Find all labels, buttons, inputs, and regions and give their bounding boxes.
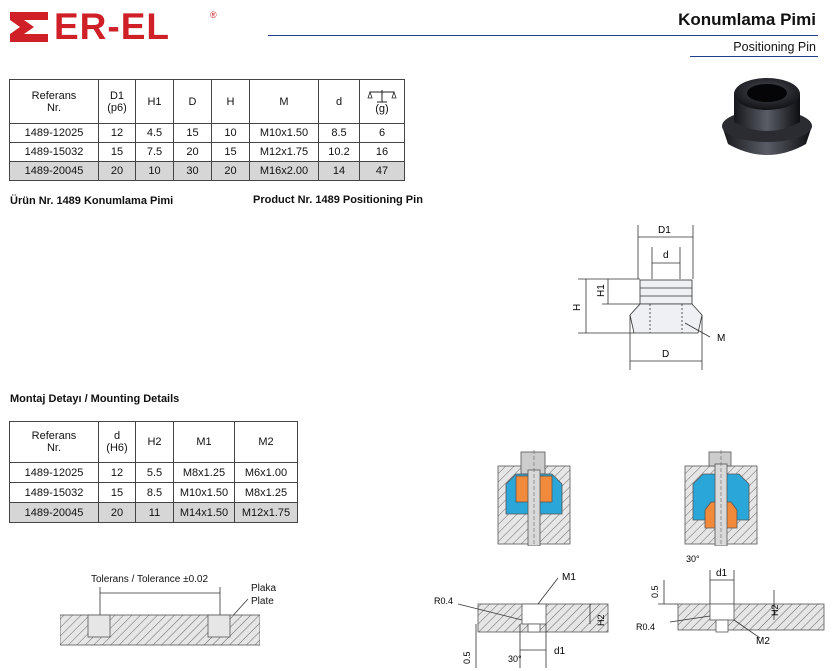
table-header-row: [10, 80, 405, 124]
cell: M8x1.25: [235, 483, 298, 503]
header-cell: M1: [174, 422, 235, 463]
mounting-drawing-1: [496, 450, 572, 546]
product-caption-tr: Ürün Nr. 1489 Konumlama Pimi: [10, 195, 174, 207]
detail-drawing-1: [430, 570, 610, 670]
cell: 5.5: [136, 463, 174, 483]
brand-logo: [8, 6, 223, 46]
label-M1: M1: [562, 572, 576, 583]
cell: 1489-20045: [10, 162, 99, 181]
cell: 8.5: [319, 124, 360, 143]
header-cell: M2: [235, 422, 298, 463]
label-30b: 30°: [686, 554, 700, 564]
label-30: 30°: [508, 654, 522, 664]
header-cell: H2: [136, 422, 174, 463]
cell: 4.5: [136, 124, 174, 143]
page-title: Konumlama Pimi: [678, 10, 816, 29]
label-H2: H2: [596, 614, 606, 626]
table-row: [10, 124, 405, 143]
cell: 1489-15032: [10, 483, 99, 503]
detail-drawing-2: [634, 550, 830, 668]
product-photo: [712, 66, 822, 166]
label-H2b: H2: [770, 604, 780, 616]
header-cell: H1: [136, 80, 174, 124]
label-H: H: [572, 303, 583, 311]
cell: 47: [360, 162, 405, 181]
cell: M10x1.50: [250, 124, 319, 143]
cell: 1489-20045: [10, 503, 99, 523]
tolerance-label: Tolerans / Tolerance ±0.02: [91, 574, 209, 585]
cell: 6: [360, 124, 405, 143]
label-H1: H1: [596, 284, 607, 297]
label-M2: M2: [756, 636, 770, 647]
cell: M12x1.75: [235, 503, 298, 523]
label-05: 0.5: [462, 651, 472, 664]
header-cell: d (H6): [99, 422, 136, 463]
header-cell: M: [250, 80, 319, 124]
cell: 11: [136, 503, 174, 523]
table-row: [10, 143, 405, 162]
cell: 20: [99, 503, 136, 523]
cell: 20: [212, 162, 250, 181]
label-D: D: [662, 349, 670, 360]
brand-name: ER-EL: [54, 6, 170, 47]
cell: 10.2: [319, 143, 360, 162]
table-row: [10, 483, 298, 503]
header-rule: [268, 35, 818, 36]
mounting-caption: Montaj Detayı / Mounting Details: [10, 393, 180, 405]
subtitle-rule: [690, 56, 818, 57]
cell: 10: [212, 124, 250, 143]
header-cell: d: [319, 80, 360, 124]
header-cell: Referans Nr.: [10, 422, 99, 463]
cell: 15: [212, 143, 250, 162]
cell: M6x1.00: [235, 463, 298, 483]
label-R04b: R0.4: [636, 622, 656, 632]
cell: 1489-12025: [10, 124, 99, 143]
cell: 20: [99, 162, 136, 181]
cell: M12x1.75: [250, 143, 319, 162]
mounting-drawing-2: [683, 450, 759, 546]
mounting-table: [9, 421, 298, 523]
weight-header-cell: [360, 80, 405, 124]
table-row: [10, 503, 298, 523]
cell: 16: [360, 143, 405, 162]
header-cell: D: [174, 80, 212, 124]
label-05b: 0.5: [650, 585, 660, 598]
registered-mark: ®: [210, 10, 217, 20]
cell: 15: [99, 143, 136, 162]
cell: 1489-15032: [10, 143, 99, 162]
cell: M10x1.50: [174, 483, 235, 503]
cell: 7.5: [136, 143, 174, 162]
table-row: [10, 162, 405, 181]
header-cell: Referans Nr.: [10, 80, 99, 124]
page-subtitle: Positioning Pin: [733, 40, 816, 54]
product-caption-en: Product Nr. 1489 Positioning Pin: [253, 194, 423, 206]
weight-unit: (g): [375, 102, 389, 115]
dimensions-table: [9, 79, 405, 181]
label-M: M: [717, 333, 726, 344]
cell: 10: [136, 162, 174, 181]
label-d1: d1: [554, 646, 566, 657]
cell: 20: [174, 143, 212, 162]
cell: 15: [99, 483, 136, 503]
cell: 12: [99, 124, 136, 143]
cell: 15: [174, 124, 212, 143]
pin-drawing: [560, 215, 740, 375]
plaka-label: Plaka: [251, 583, 277, 594]
table-row: [10, 463, 298, 483]
table-header-row: [10, 422, 298, 463]
cell: 14: [319, 162, 360, 181]
tolerance-drawing: [60, 585, 260, 655]
cell: M8x1.25: [174, 463, 235, 483]
brand-mark-icon: [8, 8, 52, 46]
label-d: d: [663, 250, 669, 261]
cell: 12: [99, 463, 136, 483]
label-d1b: d1: [716, 568, 728, 579]
header-cell: H: [212, 80, 250, 124]
scale-icon: [367, 89, 397, 103]
header-cell: D1 (p6): [99, 80, 136, 124]
plate-label: Plate: [251, 596, 274, 607]
cell: 8.5: [136, 483, 174, 503]
cell: M14x1.50: [174, 503, 235, 523]
cell: 30: [174, 162, 212, 181]
cell: 1489-12025: [10, 463, 99, 483]
label-D1: D1: [658, 225, 671, 236]
label-R04: R0.4: [434, 596, 454, 606]
cell: M16x2.00: [250, 162, 319, 181]
